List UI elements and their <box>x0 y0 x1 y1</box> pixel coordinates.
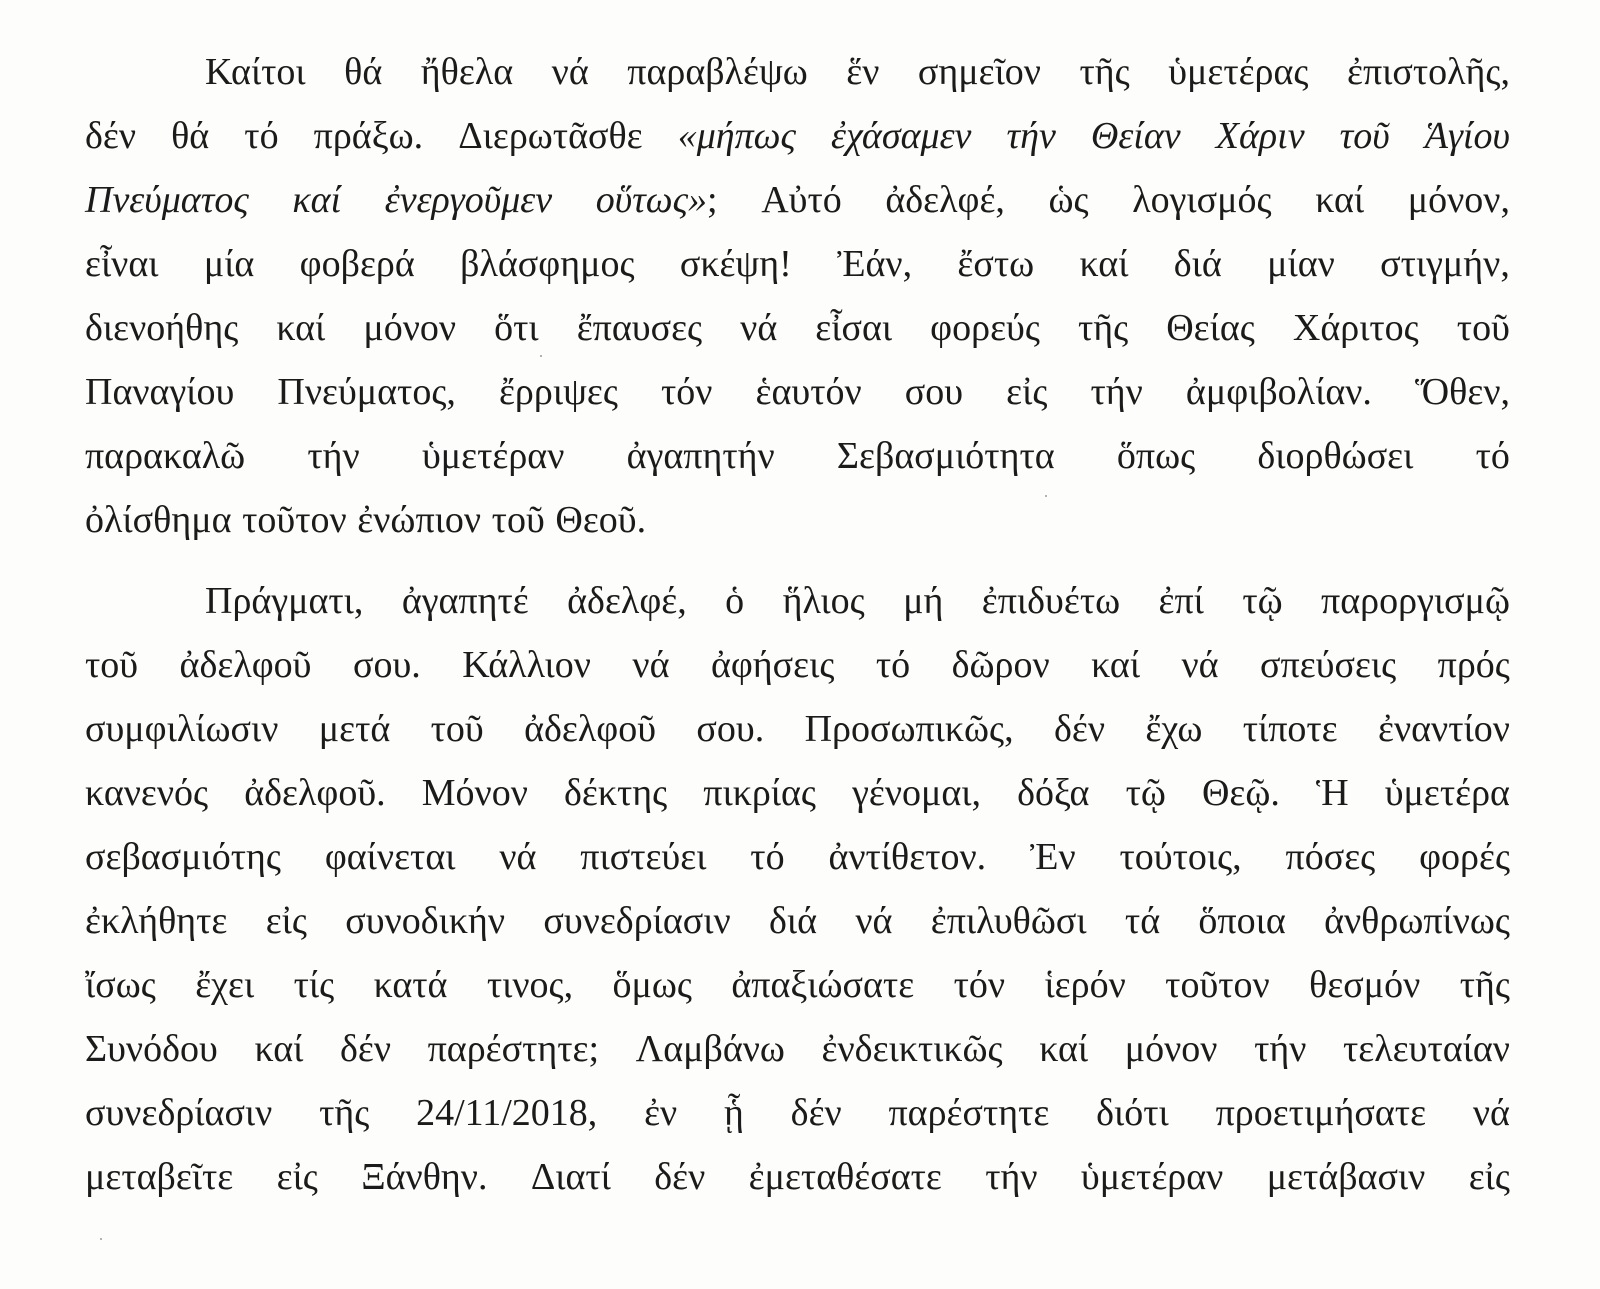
word: εἰς <box>1006 371 1048 413</box>
word: θά <box>344 51 383 93</box>
word: τά <box>1124 900 1161 942</box>
word: τῷ <box>1125 772 1166 814</box>
word: Λαμβάνω <box>635 1028 785 1070</box>
scan-speck <box>1045 495 1047 497</box>
text-line <box>85 40 1510 104</box>
word: τελευταίαν <box>1343 1028 1510 1070</box>
word: νά <box>499 836 537 878</box>
word: τοῦτον <box>242 499 347 541</box>
word: μόνον, <box>1407 179 1510 221</box>
word: Κάλλιον <box>462 644 591 686</box>
paragraph-1 <box>85 40 1510 552</box>
word: ἔπαυσες <box>576 307 703 349</box>
text-line <box>85 697 1510 761</box>
word: 24/11/2018, <box>416 1092 598 1134</box>
word: συνοδικήν <box>345 900 506 942</box>
word: τοῦ <box>491 499 545 541</box>
text-line <box>85 232 1510 296</box>
word: ὑμετέρας <box>1168 51 1309 93</box>
word: ἑαυτόν <box>755 371 862 413</box>
word: καί <box>1315 179 1365 221</box>
word: παρακαλῶ <box>85 435 246 477</box>
text-line <box>85 424 1510 488</box>
word: ἀπαξιώσατε <box>731 964 915 1006</box>
word: ἥλιος <box>782 580 865 622</box>
word: Ἐάν, <box>837 243 913 285</box>
word: Παναγίου <box>85 371 235 413</box>
word: ἀδελφέ, <box>567 580 687 622</box>
word: κατά <box>373 964 448 1006</box>
word: τό <box>875 644 911 686</box>
word: Προσωπικῶς, <box>804 708 1014 750</box>
word: παρέστητε <box>888 1092 1050 1134</box>
word: ἕν <box>846 51 880 93</box>
word: Πνεύματος <box>85 179 249 221</box>
word: ἐνώπιον <box>357 499 482 541</box>
text-line <box>85 761 1510 825</box>
word: μόνον <box>1124 1028 1218 1070</box>
word: τό <box>750 836 785 878</box>
word: παροργισμῷ <box>1321 580 1510 622</box>
word: Αὐτό <box>761 179 842 221</box>
text-line <box>85 1017 1510 1081</box>
word: σημεῖον <box>917 51 1041 93</box>
word: δέν <box>654 1156 706 1198</box>
word: τήν <box>1006 115 1056 157</box>
word: ; <box>707 179 718 221</box>
word: κανενός <box>85 772 209 814</box>
word: ἱερόν <box>1044 964 1126 1006</box>
word: ὅμως <box>612 964 692 1006</box>
paragraph-2 <box>85 569 1510 1209</box>
word: Πράγματι, <box>205 580 364 622</box>
word: δόξα <box>1017 772 1090 814</box>
word: τήν <box>307 435 360 477</box>
word: ἔστω <box>957 243 1035 285</box>
word: ἀμφιβολίαν. <box>1185 371 1372 413</box>
word <box>596 168 718 232</box>
word: οὕτως» <box>595 179 708 221</box>
word: ἀνθρωπίνως <box>1324 900 1510 942</box>
word: δέν <box>790 1092 842 1134</box>
text-line <box>85 104 1510 168</box>
text-line <box>85 296 1510 360</box>
word: θεσμόν <box>1309 964 1421 1006</box>
word: τοῦ <box>1339 115 1390 157</box>
word: ἐναντίον <box>1378 708 1510 750</box>
text-line <box>85 488 1510 552</box>
word: ὅποια <box>1198 900 1286 942</box>
text-line <box>85 825 1510 889</box>
text-line <box>85 1081 1510 1145</box>
word: ἐπιλυθῶσι <box>930 900 1087 942</box>
word: ὡς <box>1048 179 1089 221</box>
word: πρός <box>1437 644 1510 686</box>
word: τῷ <box>1242 580 1283 622</box>
word: μεταβεῖτε <box>85 1156 234 1198</box>
word: Χάριν <box>1215 115 1305 157</box>
word: τοῦ <box>1456 307 1510 349</box>
word: μία <box>203 243 255 285</box>
word: Μόνον <box>421 772 528 814</box>
word: δῶρον <box>951 644 1050 686</box>
word: τήν <box>1090 371 1143 413</box>
word: λογισμός <box>1132 179 1272 221</box>
word: μόνον <box>363 307 457 349</box>
word: ἐνδεικτικῶς <box>821 1028 1003 1070</box>
word: φορές <box>1419 836 1510 878</box>
word: φοβερά <box>299 243 415 285</box>
word: ᾗ <box>724 1092 744 1134</box>
word: τῆς <box>319 1092 370 1134</box>
word: «μήπως <box>677 115 796 157</box>
text-line <box>85 953 1510 1017</box>
word: μετάβασιν <box>1266 1156 1426 1198</box>
word: νά <box>1472 1092 1510 1134</box>
word: Ἁγίου <box>1424 115 1510 157</box>
word: νά <box>632 644 670 686</box>
word: καί <box>254 1028 304 1070</box>
word: φορεύς <box>930 307 1040 349</box>
word: ἀδελφοῦ <box>179 644 312 686</box>
word: στιγμήν, <box>1380 243 1510 285</box>
word: εἰς <box>265 900 307 942</box>
word: παραβλέψω <box>627 51 808 93</box>
word: ἐπιδυέτω <box>981 580 1121 622</box>
word: τό <box>244 115 279 157</box>
word: Θείαν <box>1090 115 1181 157</box>
word: Ξάνθην. <box>361 1156 488 1198</box>
word: ἐνεργοῦμεν <box>384 179 553 221</box>
word: τίποτε <box>1242 708 1338 750</box>
word: Θεῷ. <box>1201 772 1280 814</box>
word: Καίτοι <box>205 51 306 93</box>
word: πράξω. <box>313 115 424 157</box>
word: ἐπί <box>1158 580 1204 622</box>
word: δέν <box>339 1028 392 1070</box>
word: ὑμετέραν <box>1080 1156 1224 1198</box>
word: Ἐν <box>1030 836 1076 878</box>
text-line <box>85 1145 1510 1209</box>
text-line <box>85 360 1510 424</box>
word: συνεδρίασιν <box>85 1092 273 1134</box>
word: Χάριτος <box>1292 307 1419 349</box>
word: δέκτης <box>563 772 668 814</box>
word: σπεύσεις <box>1260 644 1397 686</box>
word: καί <box>276 307 326 349</box>
word: τήν <box>985 1156 1038 1198</box>
word: διά <box>1173 243 1222 285</box>
word: τῆς <box>1079 51 1130 93</box>
word: Θείας <box>1166 307 1255 349</box>
word: τόν <box>953 964 1006 1006</box>
word: ὑμετέρα <box>1384 772 1510 814</box>
word: θά <box>171 115 210 157</box>
scan-speck <box>100 1238 102 1240</box>
word: τήν <box>1254 1028 1307 1070</box>
word: ὅτι <box>494 307 539 349</box>
word: μίαν <box>1267 243 1335 285</box>
text-line <box>85 889 1510 953</box>
word: Πνεύματος, <box>277 371 456 413</box>
word: συμφιλίωσιν <box>85 708 279 750</box>
word: ἴσως <box>85 964 156 1006</box>
word: πιστεύει <box>580 836 707 878</box>
word: μή <box>903 580 944 622</box>
word: διενοήθης <box>85 307 239 349</box>
word: ἔχω <box>1145 708 1203 750</box>
word: τῆς <box>1459 964 1510 1006</box>
word: σου. <box>352 644 421 686</box>
word: δέν <box>1053 708 1105 750</box>
word: ἔρριψες <box>498 371 618 413</box>
word: ὀλίσθημα <box>85 499 232 541</box>
word: Διατί <box>530 1156 611 1198</box>
scan-speck <box>540 355 542 357</box>
word: πόσες <box>1285 836 1376 878</box>
word: σου <box>904 371 964 413</box>
word: πικρίας <box>703 772 816 814</box>
word: τοῦ <box>430 708 484 750</box>
word: σου. <box>696 708 765 750</box>
text-line <box>85 569 1510 633</box>
word: τίς <box>293 964 335 1006</box>
word: Διερωτᾶσθε <box>458 115 643 157</box>
word: εἰς <box>1468 1156 1510 1198</box>
word: τινος, <box>486 964 574 1006</box>
word: ἀντίθετον. <box>828 836 987 878</box>
word: συνεδρίασιν <box>543 900 731 942</box>
word: ἀφήσεις <box>710 644 835 686</box>
word: ἀγαπητέ <box>401 580 529 622</box>
word: ὁ <box>725 580 745 622</box>
word: δέν <box>85 115 137 157</box>
word: ἀδελφοῦ. <box>244 772 386 814</box>
word: μετά <box>318 708 391 750</box>
word: εἰς <box>276 1156 318 1198</box>
word: προετιμήσατε <box>1215 1092 1427 1134</box>
word: ὑμετέραν <box>421 435 565 477</box>
word: καί <box>1091 644 1141 686</box>
word: Ἡ <box>1315 772 1349 814</box>
word: φαίνεται <box>324 836 456 878</box>
word: ἔχει <box>195 964 255 1006</box>
word: ὅπως <box>1116 435 1196 477</box>
word: Ὅθεν, <box>1415 371 1510 413</box>
word: Συνόδου <box>85 1028 218 1070</box>
word: εἶσαι <box>815 307 893 349</box>
word: διά <box>769 900 818 942</box>
word: ἀδελφοῦ <box>524 708 657 750</box>
word: τόν <box>660 371 713 413</box>
word: τό <box>1475 435 1510 477</box>
word: νά <box>740 307 778 349</box>
word: Σεβασμιότητα <box>836 435 1055 477</box>
word: βλάσφημος <box>460 243 635 285</box>
word: ἀδελφέ, <box>885 179 1005 221</box>
word: καί <box>1079 243 1129 285</box>
word: διορθώσει <box>1257 435 1414 477</box>
text-line <box>85 633 1510 697</box>
text-line <box>85 168 1510 232</box>
word: τῆς <box>1077 307 1129 349</box>
word: ἐκλήθητε <box>85 900 228 942</box>
word: παρέστητε; <box>427 1028 600 1070</box>
word: ἐμεταθέσατε <box>748 1156 942 1198</box>
word: καί <box>292 179 342 221</box>
word: σεβασμιότης <box>85 836 281 878</box>
word: διότι <box>1096 1092 1169 1134</box>
word: τούτοις, <box>1119 836 1242 878</box>
word: γένομαι, <box>852 772 982 814</box>
word: ἐν <box>644 1092 678 1134</box>
word: νά <box>1181 644 1219 686</box>
word: Θεοῦ. <box>555 499 647 541</box>
word: ἐπιστολῆς, <box>1346 51 1510 93</box>
word: καί <box>1039 1028 1089 1070</box>
word: τοῦτον <box>1165 964 1270 1006</box>
word: νά <box>551 51 589 93</box>
word: τοῦ <box>85 644 139 686</box>
word: ἀγαπητήν <box>626 435 775 477</box>
word: ἤθελα <box>420 51 514 93</box>
word: νά <box>855 900 893 942</box>
word: σκέψη! <box>679 243 792 285</box>
word: ἐχάσαμεν <box>830 115 972 157</box>
word: εἶναι <box>85 243 159 285</box>
